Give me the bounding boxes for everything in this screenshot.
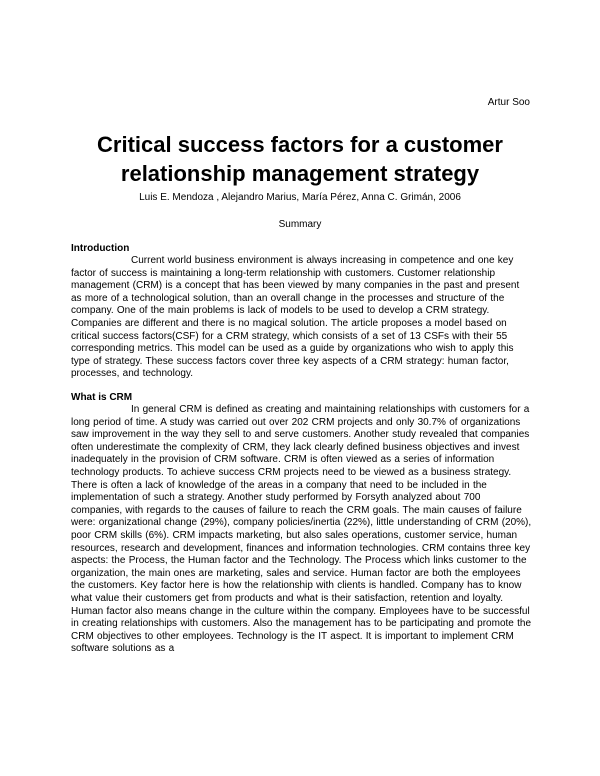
what-is-crm-section bbox=[71, 392, 533, 656]
summary-label: Summary bbox=[278, 219, 322, 230]
header-author: Artur Soo bbox=[487, 97, 530, 108]
introduction-section bbox=[71, 243, 533, 381]
what-is-crm-paragraph: In general CRM is defined as creating and maintaining relationships with customers for a long period of time. A study was carried out over 202 CRM projects and only 30.7% of organizations saw improvement in the way they sell to and serve customers. Another study revealed that companies often underestimate the complexity of CRM, they lack clearly defined business objectives and invest inadequately in the provision of CRM software. CRM is often viewed as a series of information technology products. To achieve success CRM projects need to be viewed as a business strategy. There is often a lack of knowledge of the areas in a company that need to be included in the implementation of such a strategy. Another study performed by Forsyth analyzed about 700 companies, with regards to the causes of failure to reach the CRM goals. The main causes of failure were: organizational change (29%), company policies/inertia (22%), little understanding of CRM (20%), poor CRM skills (6%). CRM impacts marketing, but also sales operations, customer service, human resources, research and development, finances and information technologies. CRM contains three key aspects: the Process, the Human factor and the Technology. The Process which links customer to the organization, the main ones are marketing, sales and service. Human factor are both the employees the customers. Key factor here is how the relationship with clients is handled. Company has to know what value their customers get from products and what is their satisfaction, retention and loyalty. Human factor also means change in the culture within the company. Employees have to be successful in creating relationships with customers. Also the management has to be participating and promote the CRM objectives to other employees. Technology is the IT aspect. It is important to implement CRM software solutions as a bbox=[71, 404, 532, 655]
introduction-paragraph: Current world business environment is always increasing in competence and one key factor of success is maintaining a long-term relationship with customers. Customer relationship management (CRM) is a concept that has been viewed by many companies in the past and present as more of a technological solution, than an overall change in the processes and structure of the company. One of the main problems is lack of models to be used to develop a CRM strategy. Companies are different and there is no magical solution. The article proposes a model based on critical success factors(CSF) for a CRM strategy, which consists of a set of 13 CSFs with their 55 corresponding metrics. This model can be used as a guide by organizations who wish to apply this type of strategy. These success factors cover three key aspects of a CRM strategy: human factor, processes, and technology. bbox=[71, 255, 520, 380]
document-title: Critical success factors for a customer relationship management strategy bbox=[97, 132, 503, 186]
introduction-heading: Introduction bbox=[71, 243, 130, 254]
what-is-crm-heading: What is CRM bbox=[71, 392, 133, 403]
document-authors: Luis E. Mendoza , Alejandro Marius, María Pérez, Anna C. Grimán, 2006 bbox=[139, 192, 461, 203]
